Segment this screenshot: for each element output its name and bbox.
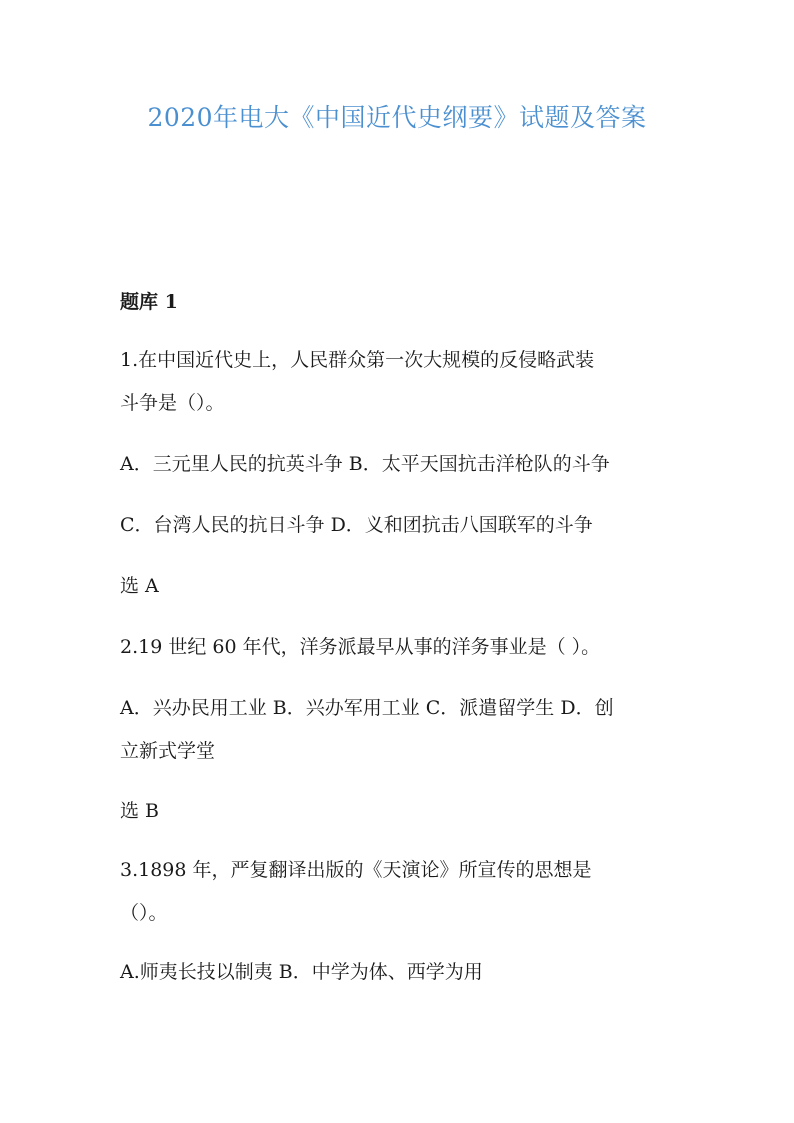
question-1-options-line-1: A．三元里人民的抗英斗争 B．太平天国抗击洋枪队的斗争	[120, 453, 610, 475]
question-2-answer: 选 B	[120, 800, 160, 822]
question-2-options-line-1: A．兴办民用工业 B．兴办军用工业 C．派遣留学生 D．创	[120, 697, 614, 719]
question-1-stem-line-1: 1.在中国近代史上，人民群众第一次大规模的反侵略武装	[120, 349, 595, 371]
document-title: 2020年电大《中国近代史纲要》试题及答案	[147, 103, 647, 132]
question-3-stem-line-1: 3.1898 年，严复翻译出版的《天演论》所宣传的思想是	[120, 859, 592, 881]
question-1-answer: 选 A	[120, 575, 159, 597]
question-1-options-line-2: C．台湾人民的抗日斗争 D．义和团抗击八国联军的斗争	[120, 514, 593, 536]
question-2-options-line-2: 立新式学堂	[120, 740, 216, 762]
question-1-stem-line-2: 斗争是（）。	[120, 392, 225, 414]
question-3-options-line-1: A.师夷长技以制夷 B．中学为体、西学为用	[120, 961, 483, 983]
question-2-stem: 2.19 世纪 60 年代，洋务派最早从事的洋务事业是（ ）。	[120, 636, 601, 658]
section-heading: 题库 1	[120, 291, 178, 313]
question-3-stem-line-2: （）。	[120, 902, 168, 924]
